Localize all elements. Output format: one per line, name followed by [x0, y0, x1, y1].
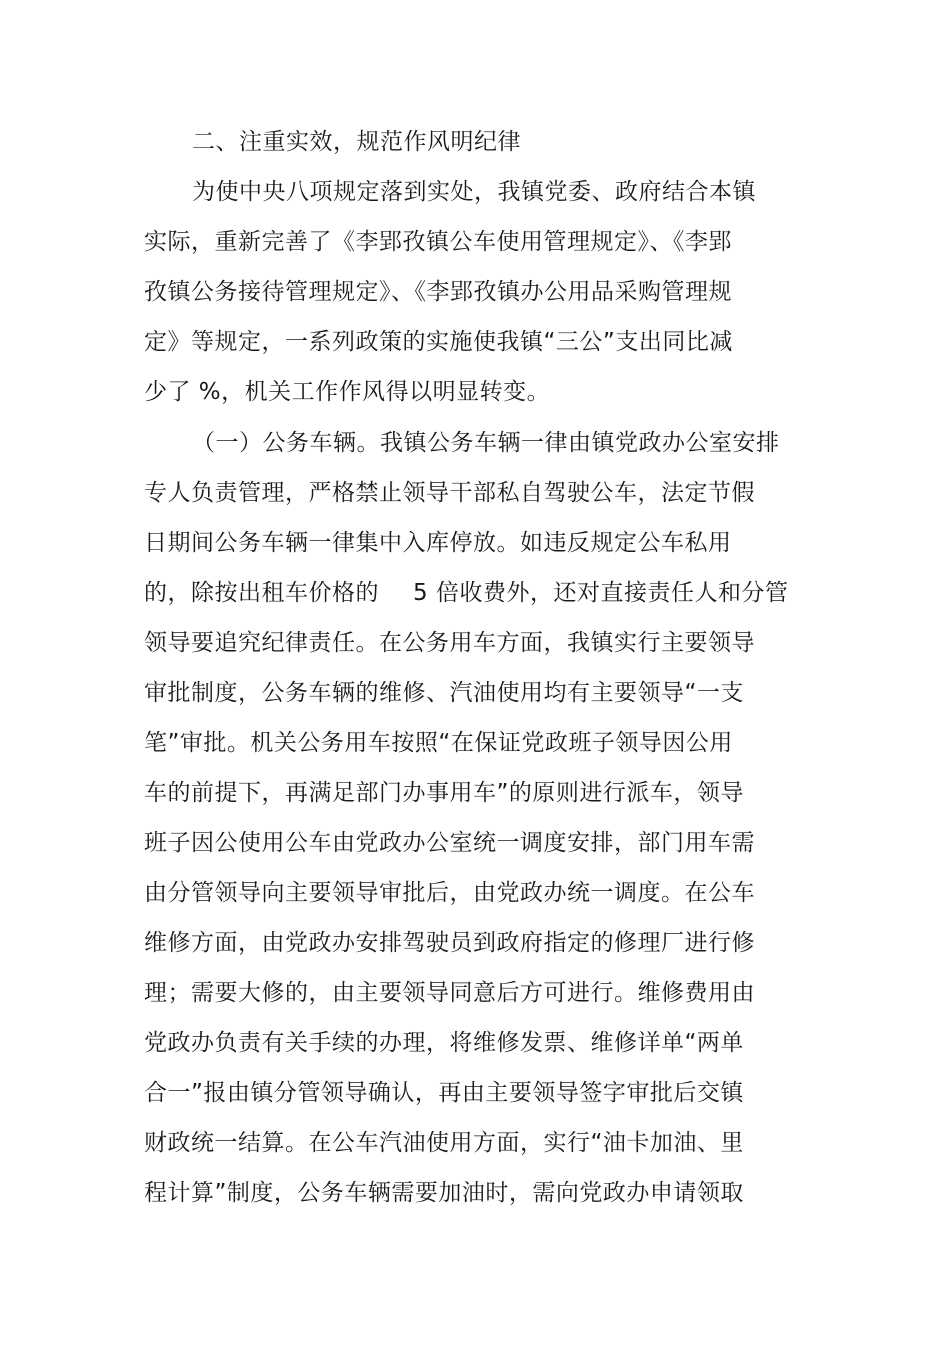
paragraph-line: 审批制度，公务车辆的维修、汽油使用均有主要领导“一支: [144, 680, 744, 706]
paragraph-line: 日期间公务车辆一律集中入库停放。如违反规定公车私用: [144, 530, 732, 556]
paragraph-line: 由分管领导向主要领导审批后，由党政办统一调度。在公车: [144, 880, 755, 906]
paragraph-line: 为使中央八项规定落到实处，我镇党委、政府结合本镇: [192, 179, 756, 205]
subsection-line: （一）公务车辆。我镇公务车辆一律由镇党政办公室安排: [192, 430, 780, 456]
paragraph-line: 维修方面，由党政办安排驾驶员到政府指定的修理厂进行修: [144, 930, 755, 956]
paragraph-line: 孜镇公务接待管理规定》、《李郢孜镇办公用品采购管理规: [144, 279, 732, 305]
paragraph-line: 班子因公使用公车由党政办公室统一调度安排，部门用车需: [144, 830, 755, 856]
paragraph-line: 车的前提下，再满足部门办事用车”的原则进行派车，领导: [144, 780, 744, 806]
paragraph-line: 领导要追究纪律责任。在公务用车方面，我镇实行主要领导: [144, 630, 755, 656]
paragraph-line: 实际，重新完善了《李郢孜镇公车使用管理规定》、《李郢: [144, 229, 732, 255]
paragraph-line: 笔”审批。机关公务用车按照“在保证党政班子领导因公用: [144, 730, 733, 756]
paragraph-line: 财政统一结算。在公车汽油使用方面，实行“油卡加油、里: [144, 1130, 744, 1156]
paragraph-line: 合一”报由镇分管领导确认，再由主要领导签字审批后交镇: [144, 1080, 744, 1106]
paragraph-line: 定》等规定，一系列政策的实施使我镇“三公”支出同比减: [144, 329, 733, 355]
paragraph-line: 程计算”制度，公务车辆需要加油时，需向党政办申请领取: [144, 1180, 744, 1206]
paragraph-line: [144, 578, 788, 608]
paragraph-line: 少了 %，机关工作作风得以明显转变。: [144, 379, 551, 405]
paragraph-line: 理；需要大修的，由主要领导同意后方可进行。维修费用由: [144, 980, 755, 1006]
paragraph-line: 党政办负责有关手续的办理，将维修发票、维修详单“两单: [144, 1030, 744, 1056]
paragraph-line: 专人负责管理，严格禁止领导干部私自驾驶公车，法定节假: [144, 480, 755, 506]
paragraph-text: 的，除按出租车价格的: [144, 580, 379, 606]
paragraph-text: 5 倍收费外，还对直接责任人和分管: [413, 580, 789, 606]
section-heading: 二、注重实效，规范作风明纪律: [192, 129, 521, 155]
